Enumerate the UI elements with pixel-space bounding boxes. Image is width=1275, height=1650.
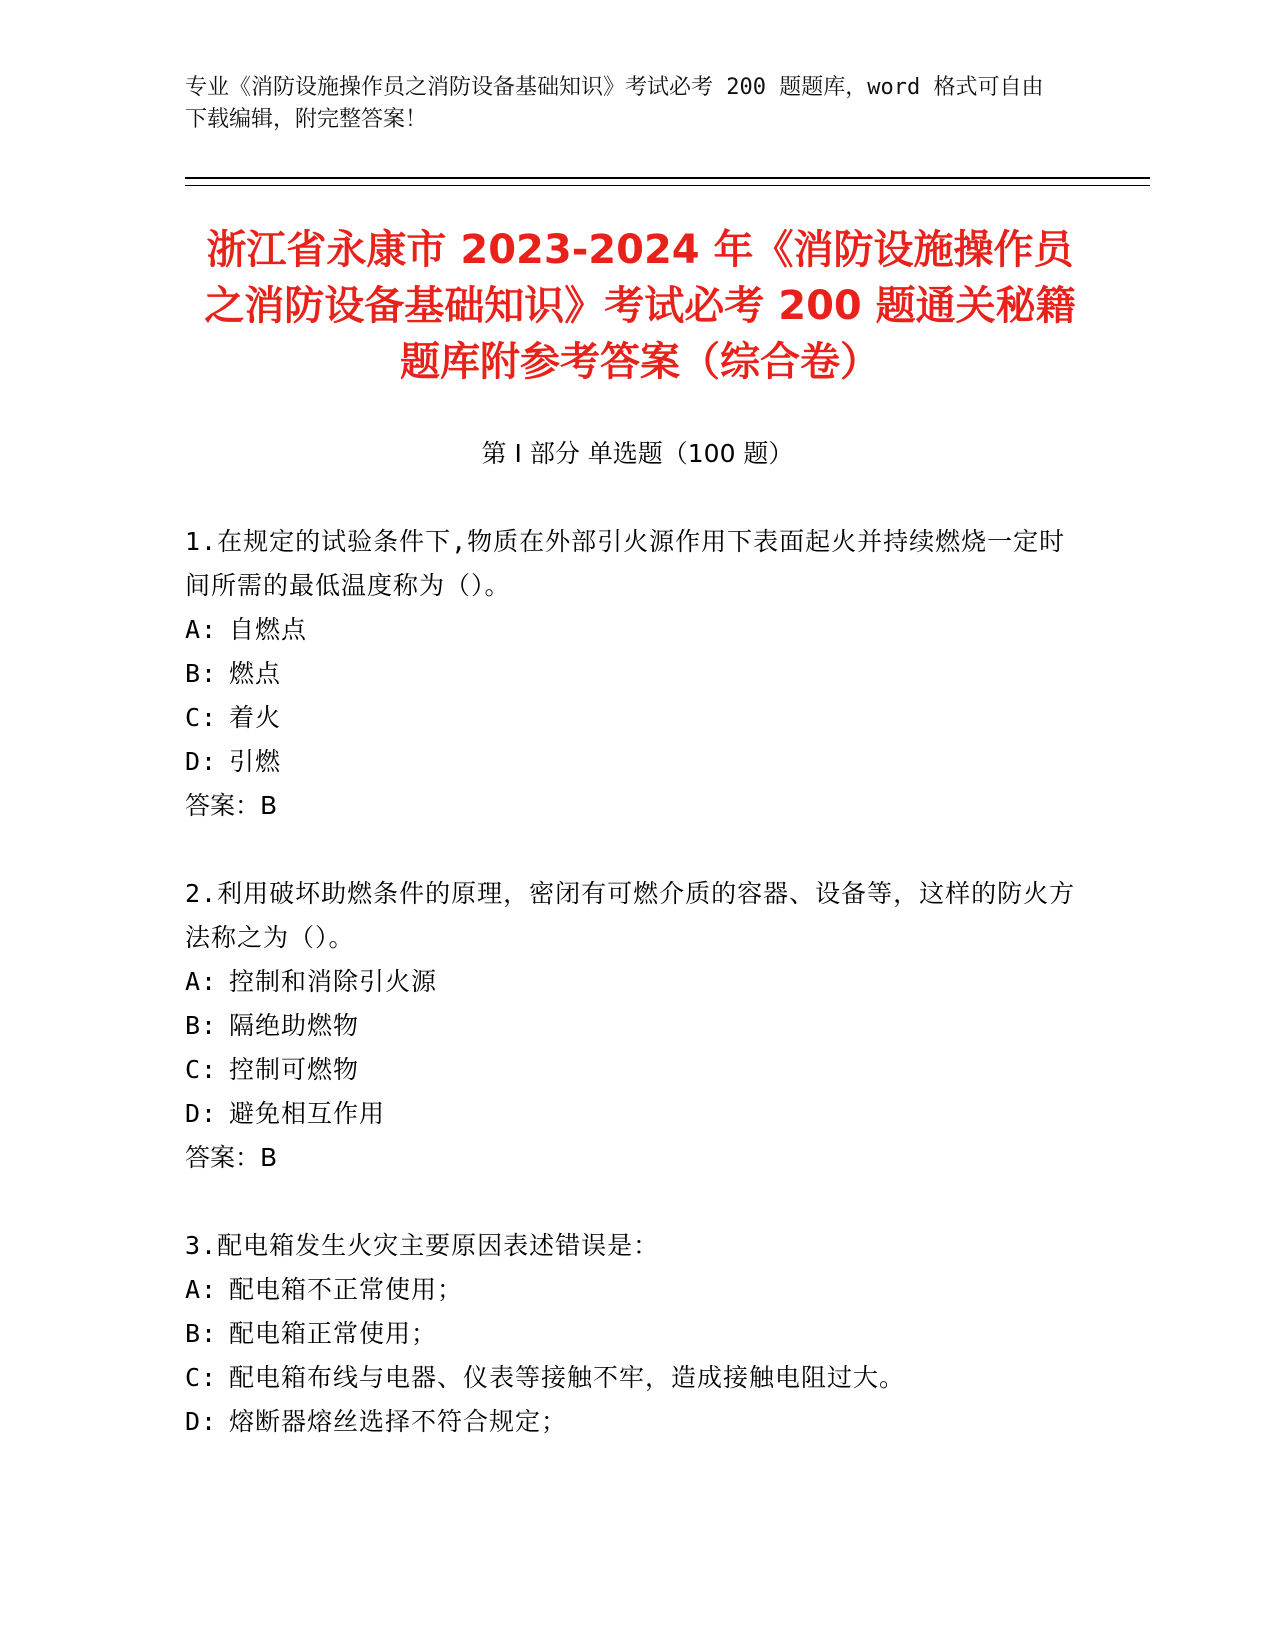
option-label: A: [185, 615, 218, 644]
answer-line: 答案：B [185, 791, 278, 820]
option-text: 自燃点 [229, 615, 308, 644]
option-text: 配电箱正常使用； [229, 1319, 438, 1348]
document-title: 浙江省永康市 2023-2024 年《消防设施操作员之消防设备基础知识》考试必考 200 题通关秘籍题库附参考答案（综合卷） [204, 227, 1076, 385]
question-stem: 3.配电箱发生火灾主要原因表述错误是： [185, 1231, 660, 1260]
option-text: 控制可燃物 [229, 1055, 360, 1084]
option-d [185, 1092, 1085, 1136]
option-label: D: [185, 747, 218, 776]
option-a [185, 608, 1085, 652]
question-3 [185, 1224, 1085, 1444]
option-label: B: [185, 659, 218, 688]
option-text: 控制和消除引火源 [229, 967, 438, 996]
option-label: B: [185, 1319, 218, 1348]
option-a [185, 1268, 1085, 1312]
option-text: 隔绝助燃物 [229, 1011, 360, 1040]
option-label: C: [185, 1055, 218, 1084]
option-label: C: [185, 703, 218, 732]
option-label: A: [185, 967, 218, 996]
header-rule-thick [185, 177, 1150, 179]
option-d [185, 740, 1085, 784]
question-1 [185, 520, 1085, 828]
option-b [185, 1004, 1085, 1048]
option-text: 配电箱布线与电器、仪表等接触不牢，造成接触电阻过大。 [229, 1363, 906, 1392]
question-stem: 2.利用破坏助燃条件的原理，密闭有可燃介质的容器、设备等，这样的防火方法称之为（）。 [185, 879, 1076, 952]
option-a [185, 960, 1085, 1004]
option-c [185, 696, 1085, 740]
header-note: 专业《消防设施操作员之消防设备基础知识》考试必考 200 题题库，word 格式可自由下载编辑，附完整答案！ [185, 75, 1044, 132]
option-text: 燃点 [229, 659, 282, 688]
option-text: 熔断器熔丝选择不符合规定； [229, 1407, 568, 1436]
option-text: 着火 [229, 703, 282, 732]
option-text: 引燃 [229, 747, 282, 776]
question-list [185, 520, 1085, 1488]
option-b [185, 652, 1085, 696]
option-label: A: [185, 1275, 218, 1304]
option-b [185, 1312, 1085, 1356]
question-stem: 1.在规定的试验条件下,物质在外部引火源作用下表面起火并持续燃烧一定时间所需的最低温度称为（）。 [185, 527, 1066, 600]
header-rule-thin [185, 185, 1150, 186]
option-c [185, 1048, 1085, 1092]
option-d [185, 1400, 1085, 1444]
option-label: D: [185, 1099, 218, 1128]
option-label: C: [185, 1363, 218, 1392]
option-label: D: [185, 1407, 218, 1436]
option-text: 避免相互作用 [229, 1099, 386, 1128]
option-label: B: [185, 1011, 218, 1040]
option-c [185, 1356, 1085, 1400]
section-title: 第 I 部分 单选题（100 题） [481, 439, 794, 468]
option-text: 配电箱不正常使用； [229, 1275, 464, 1304]
answer-line: 答案：B [185, 1143, 278, 1172]
question-2 [185, 872, 1085, 1180]
